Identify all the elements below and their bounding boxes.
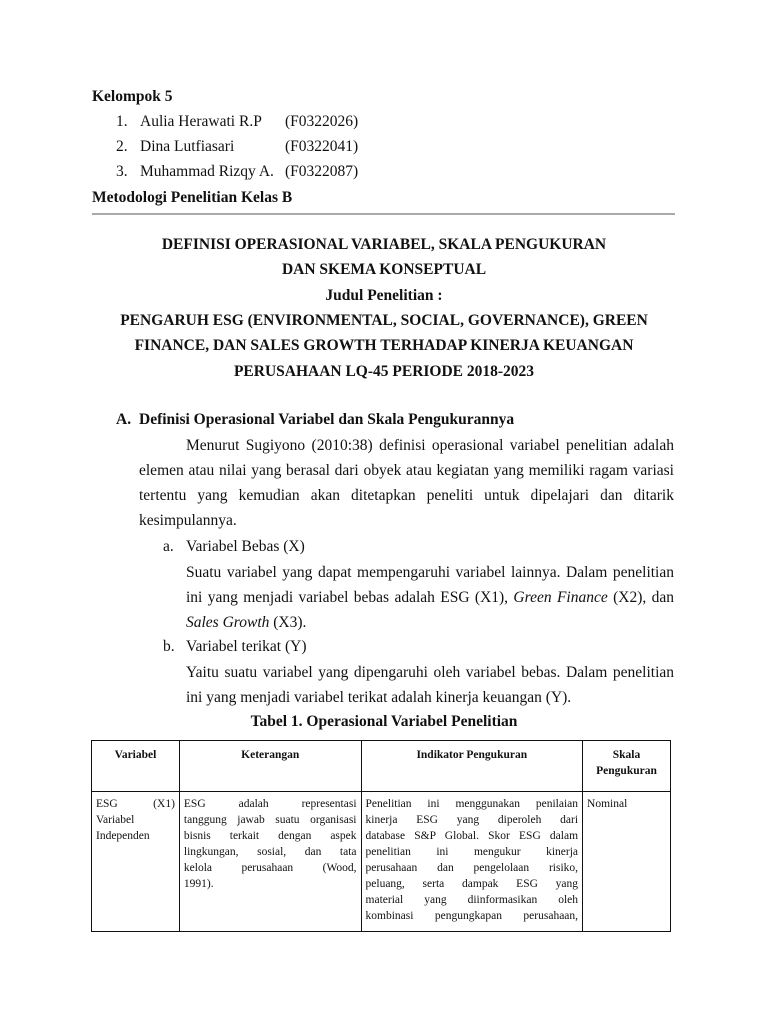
research-title-line: PERUSAHAAN LQ-45 PERIODE 2018-2023: [233, 363, 535, 380]
member-number: 2.: [116, 138, 128, 155]
paragraph-line: ini yang menjadi variabel terikat adalah kinerja keuangan (Y).: [186, 689, 572, 706]
cell-line: Variabel: [96, 814, 135, 826]
doc-title-line: DAN SKEMA KONSEPTUAL: [281, 261, 487, 278]
cell-line: Penelitian ini menggunakan penilaian: [365, 798, 579, 810]
cell-line: material yang diinformasikan oleh: [365, 894, 579, 906]
table-caption: Tabel 1. Operasional Variabel Penelitian: [250, 713, 518, 730]
research-title-line: FINANCE, DAN SALES GROWTH TERHADAP KINERJA KEUANGAN: [134, 337, 634, 354]
member-id: (F0322087): [285, 163, 359, 180]
table-header-row: [92, 741, 671, 792]
cell-line: kinerja ESG yang diperoleh dari: [365, 814, 579, 826]
item-label: Variabel terikat (Y): [186, 638, 307, 655]
cell-line: database S&P Global. Skor ESG dalam: [365, 830, 579, 842]
paragraph-line: elemen atau nilai yang berasal dari obyek atau kegiatan yang memiliki ragam variasi: [139, 462, 674, 479]
cell-line: Independen: [96, 830, 150, 842]
cell-line: ESG (X1): [96, 798, 175, 810]
item-b-paragraph: [186, 660, 674, 710]
text-run: (X3).: [269, 614, 307, 631]
doc-title-line: DEFINISI OPERASIONAL VARIABEL, SKALA PENGUKURAN: [161, 236, 607, 253]
paragraph-line: tertentu yang kemudian akan ditetapkan peneliti untuk dipelajari dan ditarik: [139, 487, 674, 504]
cell-line: 1991).: [183, 878, 214, 890]
member-name: Dina Lutfiasari: [140, 138, 235, 155]
paragraph-line: Yaitu suatu variabel yang dipengaruhi oleh variabel bebas. Dalam penelitian: [186, 664, 674, 681]
cell-line: lingkungan, sosial, dan tata: [183, 846, 357, 858]
item-marker: b.: [163, 638, 175, 655]
cell-variabel: [92, 792, 180, 932]
member-number: 3.: [116, 163, 128, 180]
column-header-skala: Skala Pengukuran: [583, 741, 671, 792]
paragraph-line: Menurut Sugiyono (2010:38) definisi operasional variabel penelitian adalah: [186, 437, 674, 454]
paragraph-line: Suatu variabel yang dapat mempengaruhi variabel lainnya. Dalam penelitian: [186, 564, 674, 581]
cell-line: perusahaan dan pengelolaan risiko,: [365, 862, 579, 874]
intro-paragraph: [139, 433, 674, 533]
paragraph-line: [186, 610, 674, 635]
table-row: [92, 792, 671, 932]
cell-line: bisnis terkait dengan aspek: [183, 830, 357, 842]
header-divider: [92, 213, 675, 215]
member-number: 1.: [116, 113, 128, 130]
cell-skala: Nominal: [583, 792, 671, 932]
column-header-keterangan: Keterangan: [179, 741, 361, 792]
section-heading: Definisi Operasional Variabel dan Skala Pengukurannya: [139, 411, 515, 428]
item-a-paragraph: [186, 560, 674, 635]
course-label: Metodologi Penelitian Kelas B: [92, 189, 293, 206]
paragraph-line: kesimpulannya.: [139, 512, 237, 529]
item-marker: a.: [163, 538, 174, 555]
member-id: (F0322026): [285, 113, 359, 130]
text-run: (X2), dan: [607, 589, 674, 606]
variable-table: [91, 740, 671, 932]
section-marker: A.: [116, 411, 132, 428]
cell-indikator: [361, 792, 583, 932]
member-name: Aulia Herawati R.P: [140, 113, 262, 130]
paragraph-line: [186, 585, 674, 610]
emphasis-text: Green Finance: [513, 589, 608, 606]
judul-label: Judul Penelitian :: [325, 287, 443, 304]
cell-line: kombinasi pengungkapan perusahaan,: [365, 910, 579, 922]
cell-line: penelitian ini mengukur kinerja: [365, 846, 579, 858]
column-header-indikator: Indikator Pengukuran: [361, 741, 583, 792]
column-header-variabel: Variabel: [92, 741, 180, 792]
group-label: Kelompok 5: [92, 88, 173, 105]
emphasis-text: Sales Growth: [186, 614, 270, 631]
cell-line: kelola perusahaan (Wood,: [183, 862, 357, 874]
cell-line: ESG adalah representasi: [183, 798, 357, 810]
cell-keterangan: [179, 792, 361, 932]
member-name: Muhammad Rizqy A.: [140, 163, 274, 180]
member-id: (F0322041): [285, 138, 359, 155]
cell-line: peluang, serta dampak ESG yang: [365, 878, 579, 890]
research-title-line: PENGARUH ESG (ENVIRONMENTAL, SOCIAL, GOVERNANCE), GREEN: [120, 312, 648, 329]
text-run: ini yang menjadi variabel bebas adalah ESG (X1),: [186, 589, 514, 606]
cell-line: tanggung jawab suatu organisasi: [183, 814, 357, 826]
item-label: Variabel Bebas (X): [186, 538, 305, 555]
